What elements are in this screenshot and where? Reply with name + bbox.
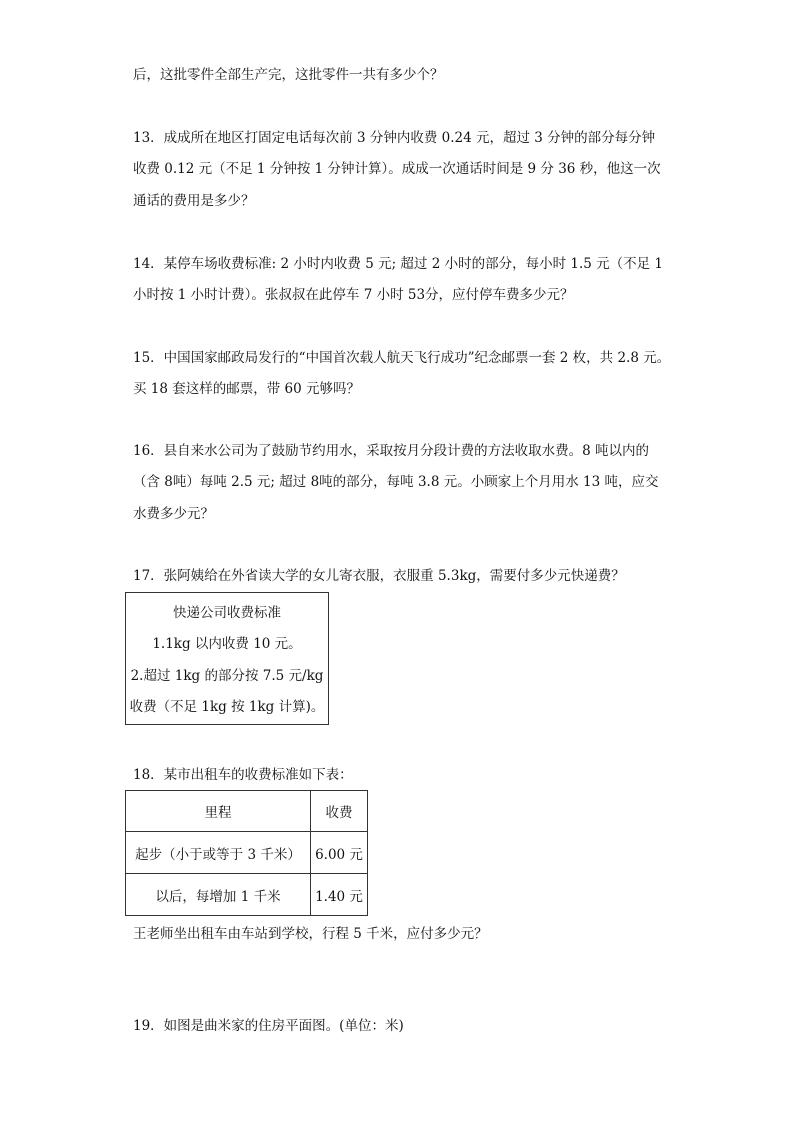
taxi-fare-table [125,790,368,916]
table-row [126,874,368,916]
courier-fee-box [125,592,329,725]
problem-15-line-2: 买 18 套这样的邮票，带 60 元够吗？ [133,381,361,397]
courier-box-rule-2a: 2.超过 1kg 的部分按 7.5 元/kg [130,668,324,684]
table-cell: 1.40 元 [311,874,368,916]
problem-13-line-2: 收费 0.12 元（不足 1 分钟按 1 分钟计算）。成成一次通话时间是 9 分 36 秒，他这一次 [133,161,661,177]
problem-18-question: 王老师坐出租车由车站到学校，行程 5 千米，应付多少元？ [133,926,488,942]
problem-13-line-3: 通话的费用是多少？ [133,193,255,209]
table-row [126,832,368,874]
problem-12-continuation: 后，这批零件全部生产完，这批零件一共有多少个？ [133,67,444,83]
problem-16-line-1: 16．县自来水公司为了鼓励节约用水，采取按月分段计费的方法收取水费。8 吨以内的 [133,443,650,459]
problem-16-line-3: 水费多少元？ [133,506,214,522]
problem-15-line-1: 15．中国国家邮政局发行的“中国首次载人航天飞行成功”纪念邮票一套 2 枚，共 2.8 元。 [133,350,671,366]
table-header-row [126,791,368,832]
problem-14-line-1: 14．某停车场收费标准: 2 小时内收费 5 元; 超过 2 小时的部分，每小时 1.5 元（不足 1 [133,256,664,272]
problem-17-text: 17．张阿姨给在外省读大学的女儿寄衣服，衣服重 5.3kg，需要付多少元快递费？ [133,568,625,584]
table-cell: 6.00 元 [311,832,368,874]
courier-box-rule-1: 1.1kg 以内收费 10 元。 [152,636,302,652]
table-header-cell: 收费 [311,791,368,832]
problem-18-text: 18．某市出租车的收费标准如下表： [133,767,353,783]
problem-19-text: 19．如图是曲米家的住房平面图。(单位：米) [133,1018,404,1034]
problem-14-line-2: 小时按 1 小时计费）。张叔叔在此停车 7 小时 53分，应付停车费多少元？ [133,287,574,303]
courier-box-title: 快递公司收费标准 [173,605,281,621]
table-header-cell: 里程 [126,791,311,832]
table-cell: 起步（小于或等于 3 千米） [126,832,311,874]
courier-box-rule-2b: 收费（不足 1kg 按 1kg 计算)。 [129,699,325,715]
table-cell: 以后，每增加 1 千米 [126,874,311,916]
problem-13-line-1: 13．成成所在地区打固定电话每次前 3 分钟内收费 0.24 元，超过 3 分钟的部分每分钟 [133,130,656,146]
problem-16-line-2: （含 8吨）每吨 2.5 元; 超过 8吨的部分，每吨 3.8 元。小顾家上个月用水 13 吨，应交 [133,474,659,490]
